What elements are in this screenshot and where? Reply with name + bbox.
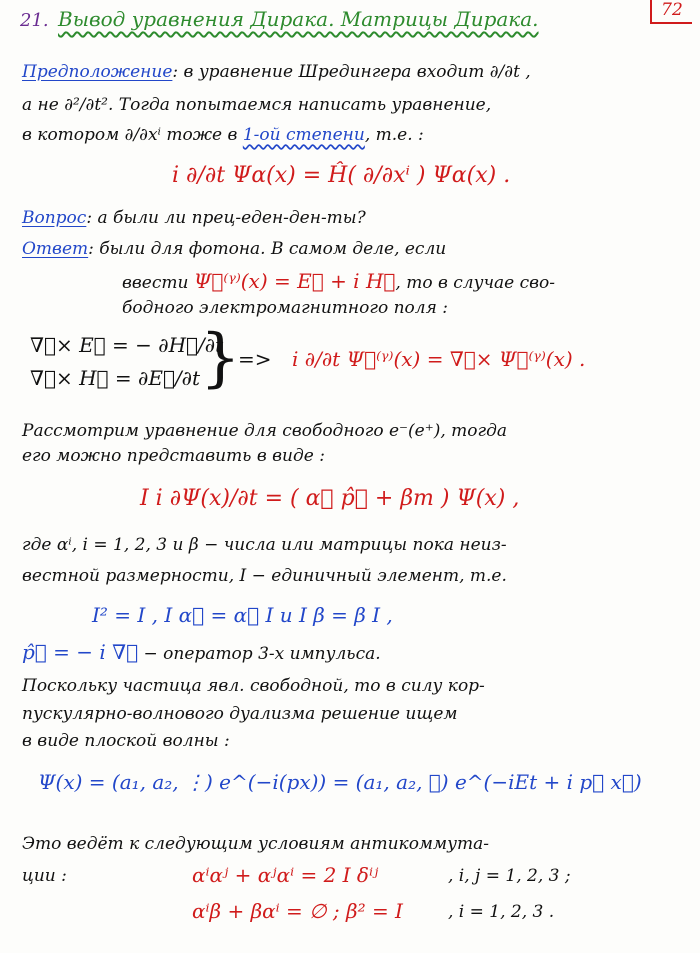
first-degree-highlight: 1-ой степени <box>242 125 365 145</box>
system-brace: } <box>200 321 241 395</box>
answer-line-2-post: , то в случае сво- <box>395 273 556 293</box>
answer-line-3: бодного электромагнитного поля : <box>122 298 448 318</box>
conclusion-line-1: Это ведёт к следующим условиям антикоммута- <box>22 834 489 854</box>
where-line-2: вестной размерности, I − единичный элемент, т.е. <box>22 566 507 586</box>
anticommutation-alpha: αⁱαʲ + αʲαⁱ = 2 I δⁱʲ <box>192 863 379 887</box>
where-line-1: где αⁱ, i = 1, 2, 3 и β − числа или матрицы пока неиз- <box>22 535 507 555</box>
conclusion-line-2-pre: ции : <box>22 866 67 886</box>
intro-line-3-post: , т.е. : <box>364 125 424 145</box>
momentum-line <box>22 642 381 663</box>
question-line <box>22 210 366 227</box>
conclusion-line-2 <box>22 868 67 885</box>
page-number: 72 <box>650 0 692 24</box>
anticommutation-alpha-indices: , i, j = 1, 2, 3 ; <box>448 866 571 886</box>
maxwell-curl-e: ∇⃗× E⃗ = − ∂H⃗/∂t <box>30 333 224 357</box>
equation-schrodinger-form: i ∂/∂t Ψα(x) = Ĥ( ∂/∂xⁱ ) Ψα(x) . <box>172 163 511 188</box>
answer-line-1 <box>22 241 446 258</box>
momentum-text: − оператор 3-х импульса. <box>143 644 381 664</box>
question-label: Вопрос <box>22 208 87 228</box>
equation-dirac-hamiltonian: I i ∂Ψ(x)/∂t = ( α⃗ p̂⃗ + βm ) Ψ(x) , <box>140 486 520 511</box>
consider-line-2: его можно представить в виде : <box>22 446 325 466</box>
assumption-label: Предположение <box>22 62 173 82</box>
intro-line-3 <box>22 127 424 144</box>
answer-label: Ответ <box>22 239 89 259</box>
section-number: 21. <box>20 10 49 31</box>
anticommutation-beta-indices: , i = 1, 2, 3 . <box>448 902 555 922</box>
intro-line-2: а не ∂²/∂t². Тогда попытаемся написать уравнение, <box>22 95 492 115</box>
since-line-1: Поскольку частица явл. свободной, то в силу кор- <box>22 676 485 696</box>
answer-line-1-text: : были для фотона. В самом деле, если <box>88 239 447 259</box>
intro-line-1 <box>22 64 531 81</box>
question-text: : а были ли прец-еден-ден-ты? <box>86 208 366 228</box>
maxwell-curl-h: ∇⃗× H⃗ = ∂E⃗/∂t <box>30 366 201 390</box>
plane-wave-solution: Ψ(x) = (a₁, a₂, ⋮) e^(−i(px)) = (a₁, a₂, ⋮) e^(−iEt + i p⃗ x⃗) <box>38 770 642 794</box>
since-line-2: пускулярно-волнового дуализма решение ищем <box>22 704 458 724</box>
since-line-3: в виде плоской волны : <box>22 731 230 751</box>
intro-line-1-text: : в уравнение Шредингера входит ∂/∂t , <box>172 62 531 82</box>
photon-field-equation: Ψ⃗⁽ᵞ⁾(x) = E⃗ + i H⃗ <box>193 269 396 293</box>
consider-line-1: Рассмотрим уравнение для свободного e⁻(e⁺), тогда <box>22 421 507 441</box>
answer-line-2-pre: ввести <box>122 273 189 293</box>
identity-relations: I² = I , I α⃗ = α⃗ I и I β = β I , <box>92 603 393 627</box>
anticommutation-beta: αⁱβ + βαⁱ = ∅ ; β² = I <box>192 899 403 923</box>
momentum-operator: p̂⃗ = − i ∇⃗ <box>22 640 139 664</box>
photon-dirac-like-equation: i ∂/∂t Ψ⃗⁽ᵞ⁾(x) = ∇⃗× Ψ⃗⁽ᵞ⁾(x) . <box>292 347 586 371</box>
implies-arrow: => <box>238 347 272 371</box>
intro-line-3-pre: в котором ∂/∂xⁱ тоже в <box>22 125 238 145</box>
answer-line-2 <box>122 271 555 292</box>
section-title: Вывод уравнения Дирака. Матрицы Дирака. <box>58 7 539 31</box>
